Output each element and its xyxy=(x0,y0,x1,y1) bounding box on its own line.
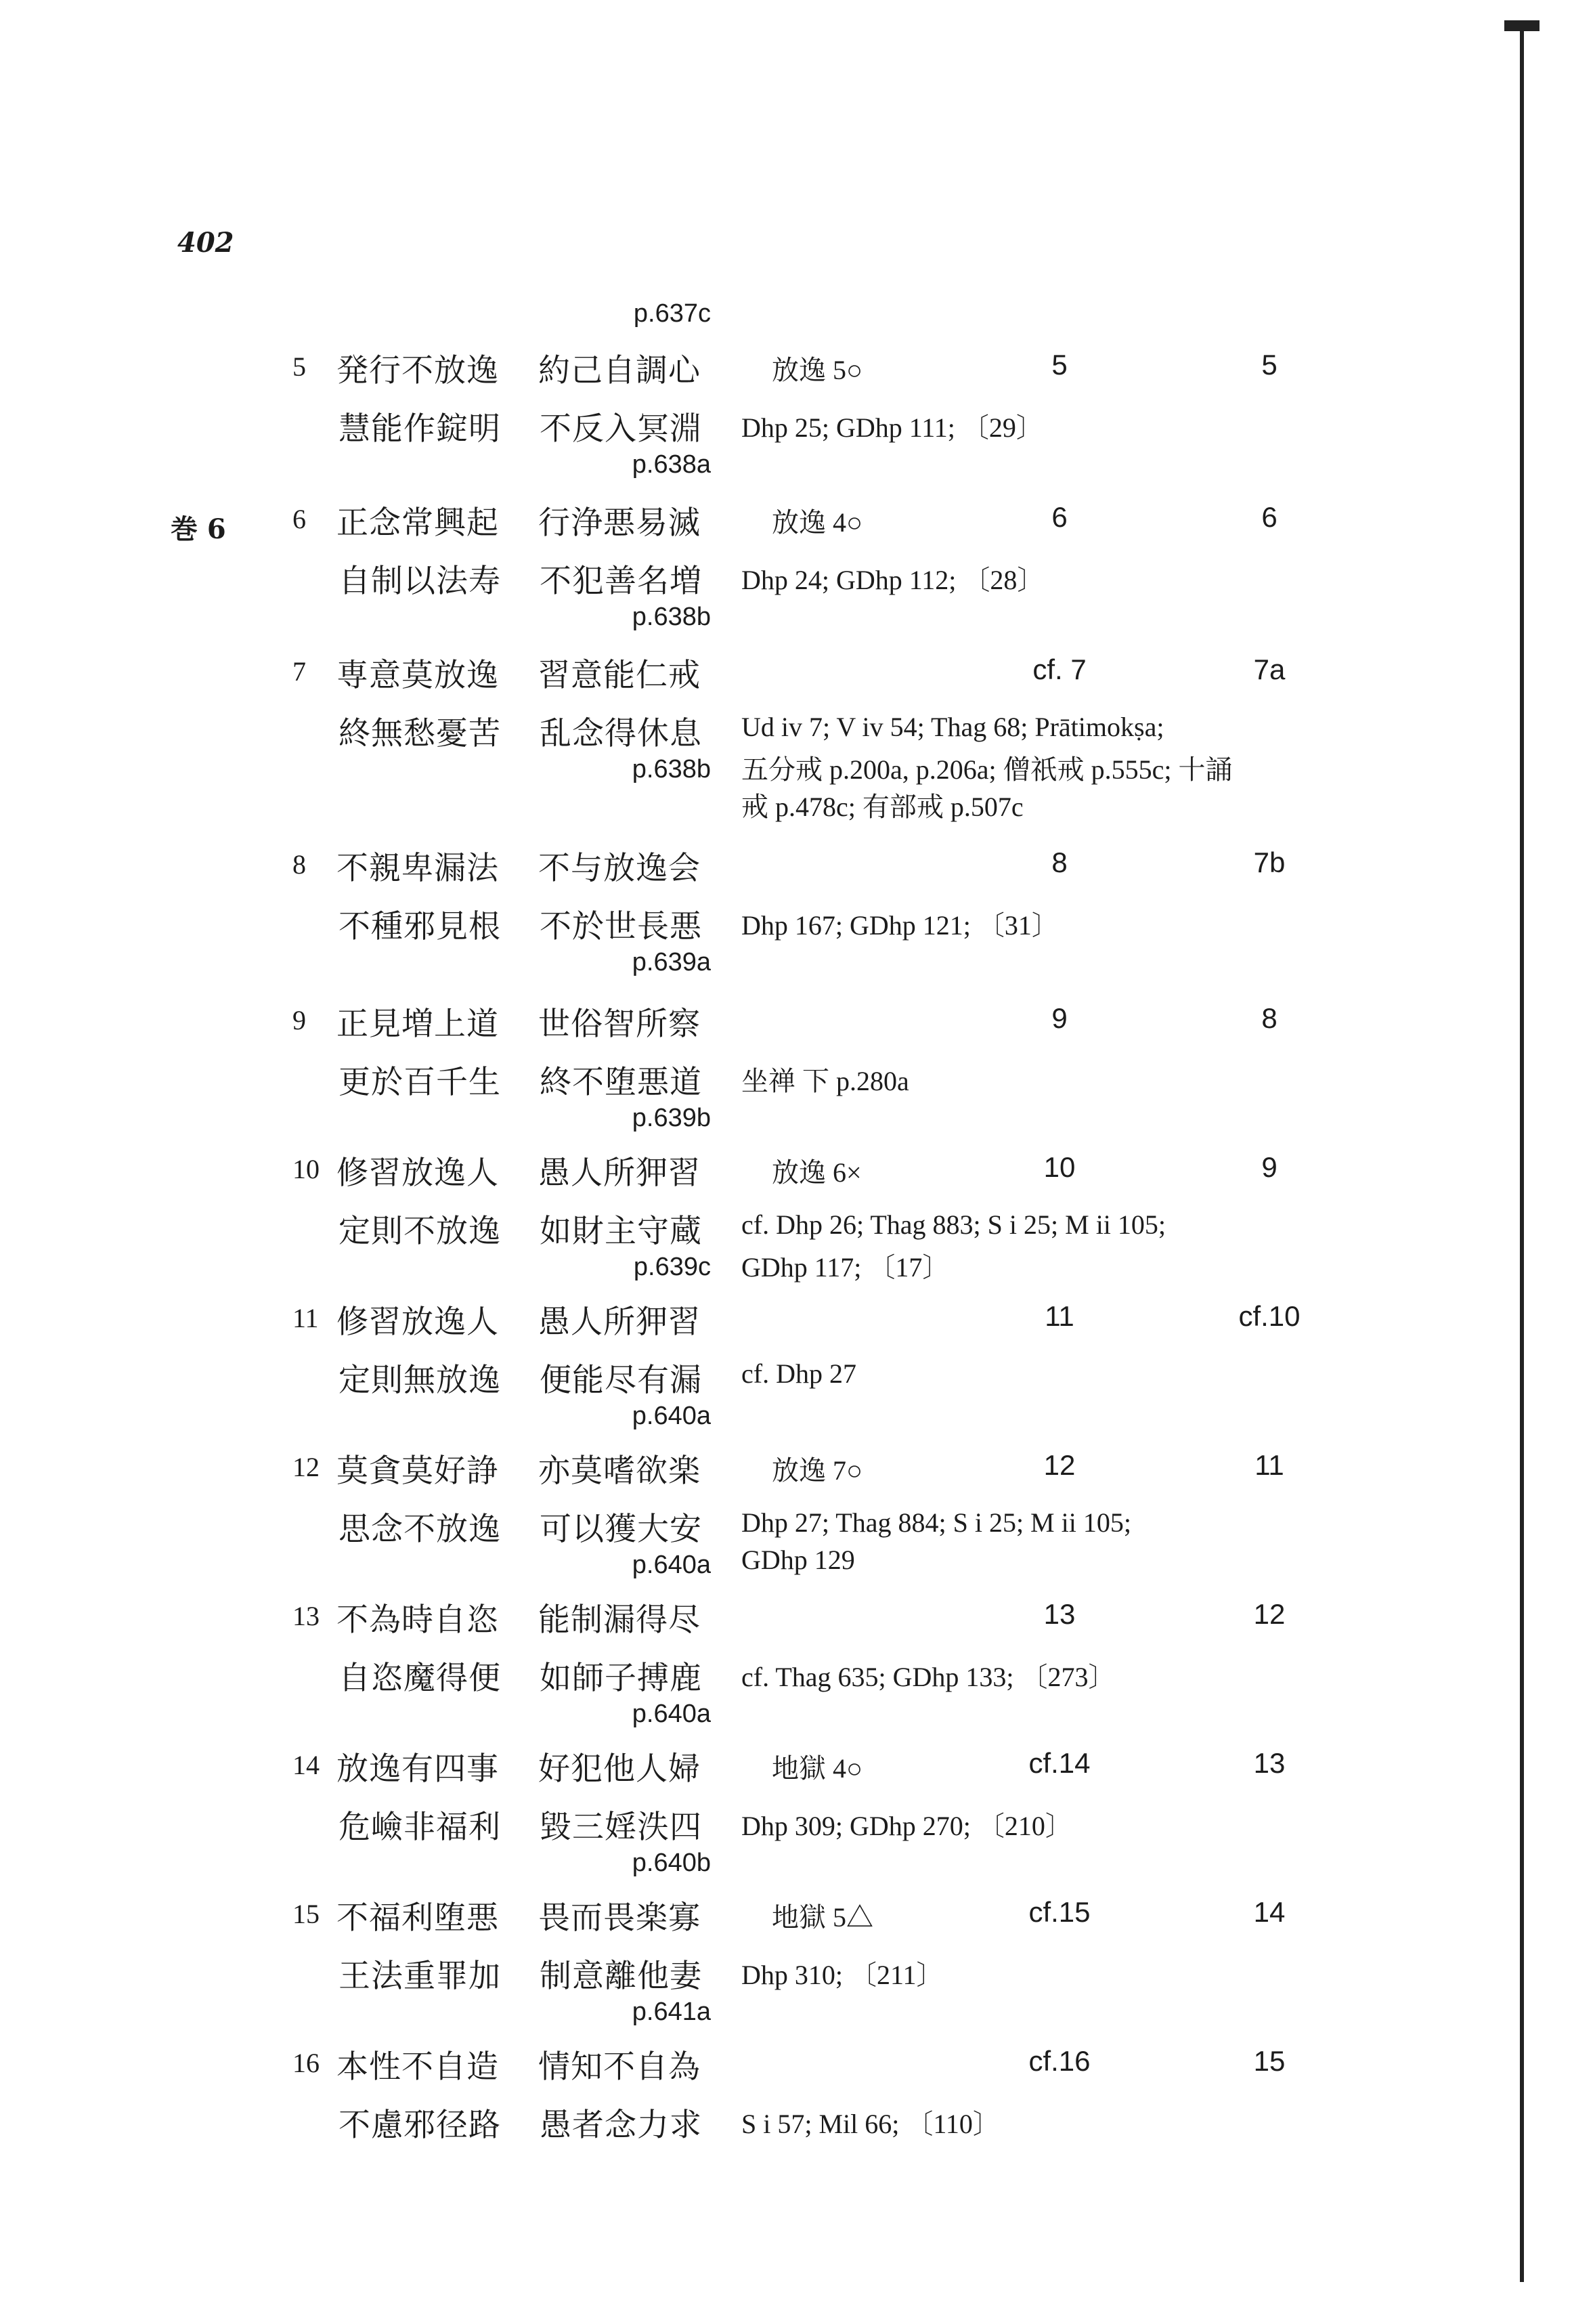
parallel-chapter: 地獄 4○ xyxy=(772,1753,863,1784)
verse-line2-first: 終無愁憂苦 xyxy=(339,715,501,752)
parallel-sources: Ud iv 7; V iv 54; Thag 68; Prātimokṣa; xyxy=(741,712,1164,742)
verse-line2-second: 如師子搏鹿 xyxy=(540,1660,702,1697)
verse-number: 6 xyxy=(292,504,306,534)
column-number-a: 11 xyxy=(1045,1300,1074,1332)
volume-label: 巻 6 xyxy=(171,513,226,545)
verse-line1-first: 不為時自恣 xyxy=(336,1601,499,1639)
column-number-b: 7b xyxy=(1253,846,1286,878)
column-number-a: 9 xyxy=(1051,1002,1068,1034)
verse-line2-first: 自制以法寿 xyxy=(339,563,501,600)
verse-line2-second: 便能尽有漏 xyxy=(540,1362,702,1399)
page-ref: p.640b xyxy=(632,1849,711,1877)
verse-line1-second: 愚人所狎習 xyxy=(538,1155,701,1192)
page-ref: p.638b xyxy=(632,755,711,783)
column-number-b: 12 xyxy=(1253,1598,1286,1630)
verse-number: 12 xyxy=(292,1452,320,1482)
column-number-b: 14 xyxy=(1253,1896,1286,1928)
verse-line1-first: 正見増上道 xyxy=(336,1006,499,1043)
column-number-b: 8 xyxy=(1261,1002,1278,1034)
verse-line2-first: 不慮邪径路 xyxy=(339,2107,501,2144)
verse-line1-second: 習意能仁戒 xyxy=(538,657,701,694)
verse-number: 10 xyxy=(292,1154,320,1184)
verse-line2-second: 毀三婬泆四 xyxy=(540,1809,702,1846)
column-number-a: 6 xyxy=(1051,501,1068,533)
verse-line2-first: 思念不放逸 xyxy=(339,1511,501,1548)
verse-line2-first: 不種邪見根 xyxy=(339,908,501,945)
parallel-chapter: 地獄 5△ xyxy=(772,1902,873,1933)
parallel-sources: cf. Dhp 27 xyxy=(741,1358,856,1389)
column-number-a: cf.16 xyxy=(1028,2045,1091,2077)
page-ref: p.639c xyxy=(633,1253,711,1281)
column-number-b: cf.10 xyxy=(1238,1300,1301,1332)
verse-number: 7 xyxy=(292,656,306,687)
verse-line1-second: 畏而畏楽寡 xyxy=(538,1899,701,1937)
parallel-sources: S i 57; Mil 66; 〔110〕 xyxy=(741,2109,1000,2139)
verse-line1-first: 不福利堕悪 xyxy=(336,1899,499,1937)
verse-line2-second: 不於世長悪 xyxy=(540,908,702,945)
page-ref: p.640a xyxy=(632,1700,711,1728)
column-number-a: cf.14 xyxy=(1028,1747,1091,1779)
column-number-a: 13 xyxy=(1043,1598,1076,1630)
verse-number: 16 xyxy=(292,2048,320,2078)
verse-line1-second: 能制漏得尽 xyxy=(538,1601,701,1639)
parallel-sources-cont: 五分戒 p.200a, p.206a; 僧祇戒 p.555c; 十誦 xyxy=(741,754,1233,785)
page-ref: p.638b xyxy=(632,603,711,631)
column-number-a: cf.15 xyxy=(1028,1896,1091,1928)
verse-number: 13 xyxy=(292,1601,320,1631)
column-number-b: 7a xyxy=(1253,653,1286,685)
parallel-chapter: 放逸 7○ xyxy=(772,1455,863,1486)
verse-number: 9 xyxy=(292,1005,306,1035)
verse-line1-first: 発行不放逸 xyxy=(336,352,499,389)
verse-line2-second: 如財主守蔵 xyxy=(540,1213,702,1250)
verse-line1-second: 不与放逸会 xyxy=(538,850,701,887)
column-number-b: 13 xyxy=(1253,1747,1286,1779)
verse-line1-first: 正念常興起 xyxy=(336,504,499,542)
page-ref: p.640a xyxy=(632,1402,711,1430)
column-number-b: 9 xyxy=(1261,1151,1278,1183)
verse-line1-second: 約己自調心 xyxy=(538,352,701,389)
verse-number: 15 xyxy=(292,1899,320,1929)
verse-line1-first: 不親卑漏法 xyxy=(336,850,499,887)
parallel-sources-cont: GDhp 117; 〔17〕 xyxy=(741,1252,950,1283)
verse-number: 5 xyxy=(292,351,306,382)
page-number: 402 xyxy=(177,227,234,259)
page-ref: p.638a xyxy=(632,450,711,479)
verse-line1-first: 本性不自造 xyxy=(336,2048,499,2086)
parallel-sources: Dhp 25; GDhp 111; 〔29〕 xyxy=(741,412,1043,443)
column-number-a: 8 xyxy=(1051,846,1068,878)
column-number-b: 5 xyxy=(1261,349,1278,381)
column-number-a: 5 xyxy=(1051,349,1068,381)
verse-line1-second: 亦莫嗜欲楽 xyxy=(538,1452,701,1490)
column-number-a: cf. 7 xyxy=(1032,653,1087,685)
parallel-chapter: 放逸 5○ xyxy=(772,355,863,385)
parallel-sources: 坐禅 下 p.280a xyxy=(741,1066,909,1096)
page-edge-rule xyxy=(1520,27,1524,2282)
parallel-sources: cf. Thag 635; GDhp 133; 〔273〕 xyxy=(741,1662,1116,1692)
column-number-b: 15 xyxy=(1253,2045,1286,2077)
verse-line2-second: 終不堕悪道 xyxy=(540,1064,702,1101)
verse-line2-first: 王法重罪加 xyxy=(339,1958,501,1995)
verse-line1-second: 愚人所狎習 xyxy=(538,1304,701,1341)
verse-line1-second: 情知不自為 xyxy=(538,2048,701,2086)
page-ref: p.641a xyxy=(632,1998,711,2026)
verse-line2-second: 愚者念力求 xyxy=(540,2107,702,2144)
verse-line2-second: 不反入冥淵 xyxy=(540,410,702,448)
verse-line1-second: 世俗智所察 xyxy=(538,1006,701,1043)
verse-number: 8 xyxy=(292,849,306,880)
page-ref: p.640a xyxy=(632,1551,711,1579)
verse-line2-first: 定則無放逸 xyxy=(339,1362,501,1399)
verse-line1-second: 行浄悪易滅 xyxy=(538,504,701,542)
verse-number: 14 xyxy=(292,1750,320,1780)
verse-line2-second: 乱念得休息 xyxy=(540,715,702,752)
verse-line2-second: 可以獲大安 xyxy=(540,1511,702,1548)
verse-number: 11 xyxy=(292,1303,319,1333)
parallel-sources: Dhp 310; 〔211〕 xyxy=(741,1960,944,1990)
parallel-sources: Dhp 24; GDhp 112; 〔28〕 xyxy=(741,565,1045,595)
verse-line2-first: 慧能作錠明 xyxy=(339,410,501,448)
verse-line2-first: 定則不放逸 xyxy=(339,1213,501,1250)
column-number-a: 10 xyxy=(1043,1151,1076,1183)
parallel-sources: Dhp 27; Thag 884; S i 25; M ii 105; xyxy=(741,1507,1131,1538)
column-number-b: 11 xyxy=(1254,1449,1284,1481)
column-number-a: 12 xyxy=(1043,1449,1076,1481)
column-number-b: 6 xyxy=(1261,501,1278,533)
page-ref: p.639b xyxy=(632,1104,711,1132)
verse-line1-first: 修習放逸人 xyxy=(336,1304,499,1341)
verse-line1-first: 専意莫放逸 xyxy=(336,657,499,694)
verse-line2-first: 自恣魔得便 xyxy=(339,1660,501,1697)
parallel-chapter: 放逸 6× xyxy=(772,1157,862,1188)
verse-line2-second: 不犯善名増 xyxy=(540,563,702,600)
parallel-sources: Dhp 309; GDhp 270; 〔210〕 xyxy=(741,1811,1072,1841)
parallel-sources-cont: GDhp 129 xyxy=(741,1545,855,1575)
parallel-sources: cf. Dhp 26; Thag 883; S i 25; M ii 105; xyxy=(741,1209,1166,1240)
parallel-sources-cont2: 戒 p.478c; 有部戒 p.507c xyxy=(741,792,1024,822)
verse-line1-first: 修習放逸人 xyxy=(336,1155,499,1192)
parallel-sources: Dhp 167; GDhp 121; 〔31〕 xyxy=(741,910,1059,941)
verse-line1-second: 好犯他人婦 xyxy=(538,1750,701,1788)
page-ref: p.639a xyxy=(632,948,711,976)
verse-line2-first: 更於百千生 xyxy=(339,1064,501,1101)
parallel-chapter: 放逸 4○ xyxy=(772,507,863,538)
top-page-ref: p.637c xyxy=(633,299,711,328)
verse-line2-second: 制意離他妻 xyxy=(540,1958,702,1995)
verse-line1-first: 放逸有四事 xyxy=(336,1750,499,1788)
verse-line2-first: 危嶮非福利 xyxy=(339,1809,501,1846)
verse-line1-first: 莫貪莫好諍 xyxy=(336,1452,499,1490)
